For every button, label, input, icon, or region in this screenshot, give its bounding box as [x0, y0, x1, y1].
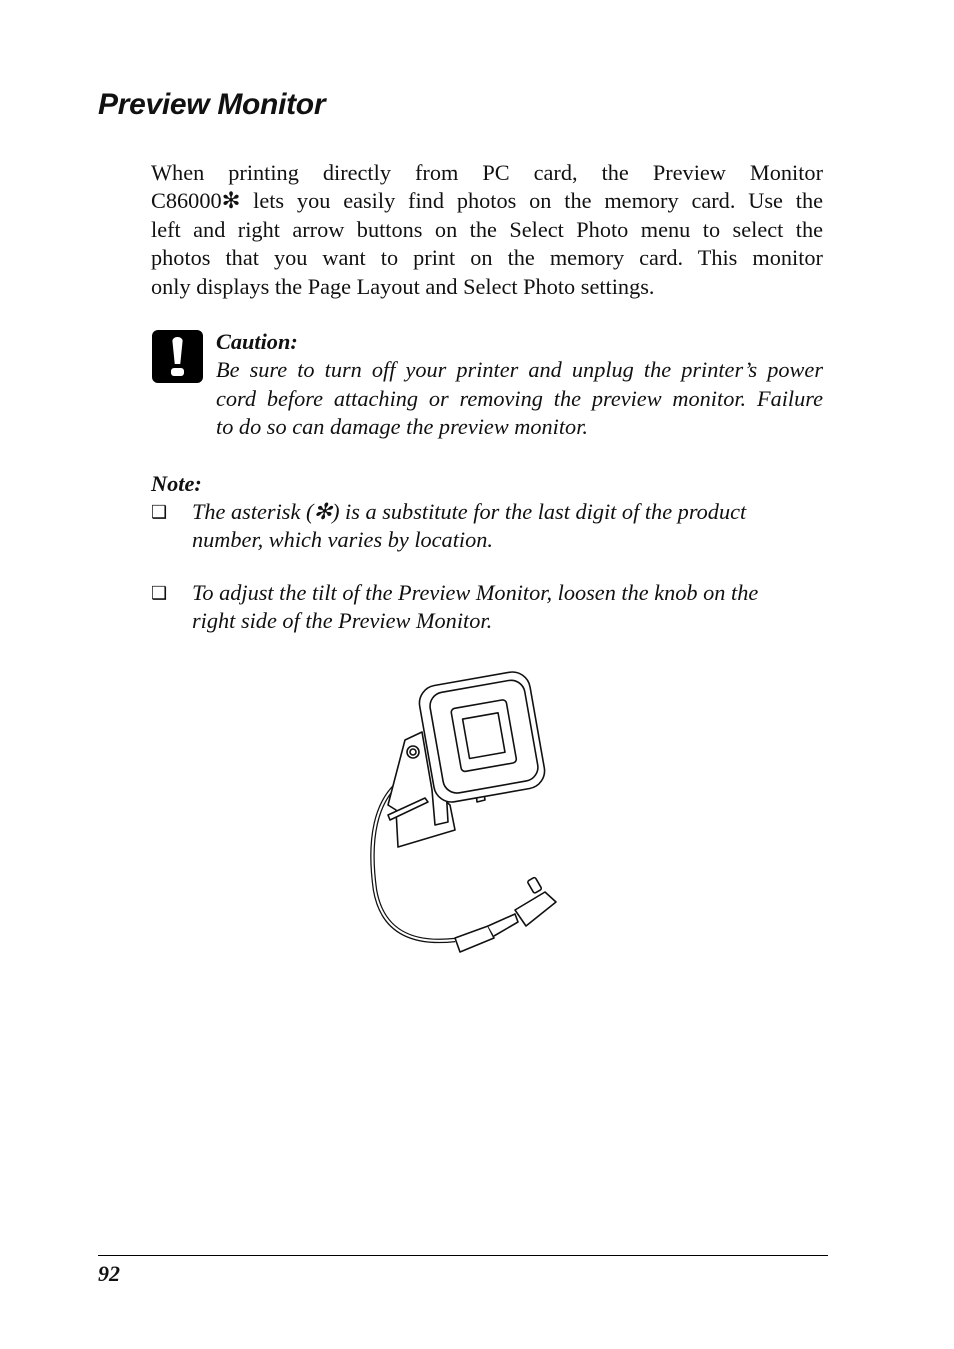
caution-block — [216, 328, 823, 442]
section-heading: Preview Monitor — [98, 88, 326, 121]
text-line: number, which varies by location. — [192, 527, 493, 553]
checkbox-bullet-icon: ❑ — [151, 583, 168, 603]
note-item — [192, 579, 823, 636]
caution-title: Caution: — [216, 329, 298, 354]
note-item — [192, 498, 823, 555]
text-line: Be sure to turn off your printer and unplug the printer’s power — [216, 357, 823, 383]
text-line: left and right arrow buttons on the Select Photo menu to select the — [151, 216, 823, 242]
page-number: 92 — [98, 1261, 120, 1286]
preview-monitor-illustration — [360, 670, 560, 960]
checkbox-bullet-icon: ❑ — [151, 502, 168, 522]
text-line: to do so can damage the preview monitor. — [216, 414, 588, 440]
text-line: To adjust the tilt of the Preview Monitor, loosen the knob on the — [192, 580, 759, 605]
note-title: Note: — [151, 471, 202, 496]
text-line: cord before attaching or removing the preview monitor. Failure — [216, 385, 823, 411]
footer-rule — [98, 1255, 828, 1256]
text-line: only displays the Page Layout and Select Photo settings. — [151, 273, 655, 299]
text-line: The asterisk (✻) is a substitute for the last digit of the product — [192, 499, 747, 524]
text-line: When printing directly from PC card, the Preview Monitor — [151, 160, 823, 185]
text-line: C86000✻ lets you easily find photos on the memory card. Use the — [151, 188, 823, 214]
intro-paragraph — [151, 159, 823, 301]
text-line: right side of the Preview Monitor. — [192, 608, 493, 634]
caution-icon — [152, 330, 203, 383]
text-line: photos that you want to print on the memory card. This monitor — [151, 245, 823, 271]
